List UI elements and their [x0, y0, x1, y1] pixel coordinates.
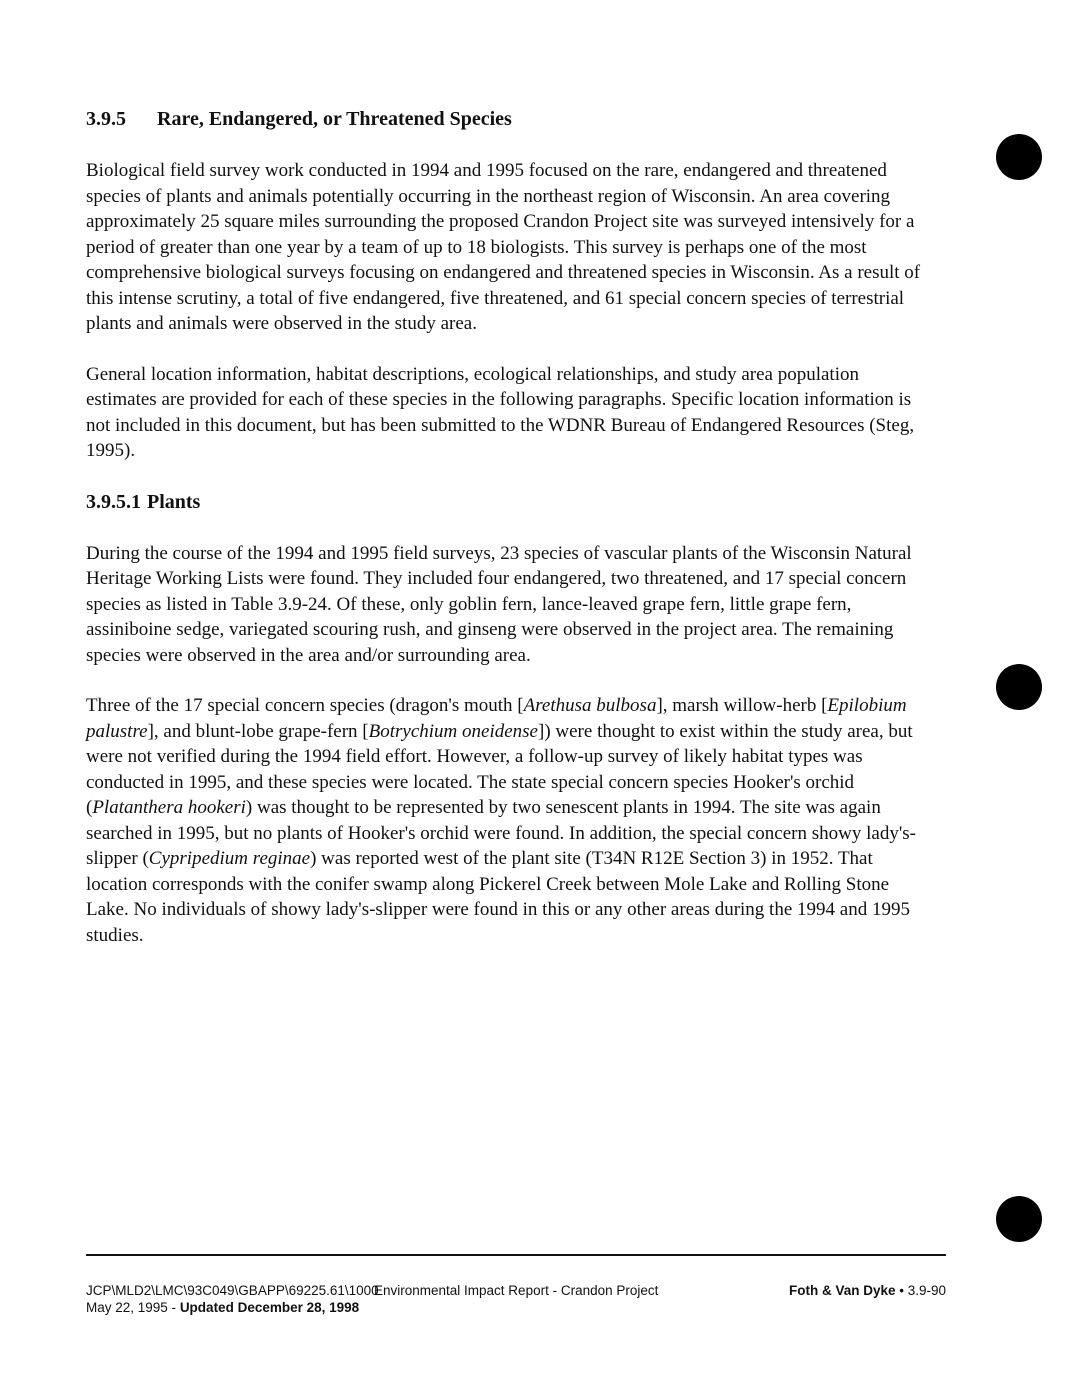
text-run: ) was thought to be represented by two senescent plants in 1994. The site was again searched in 1995, but no plants of Hooker's orchid were found. In addition, the special concern showy lady's-slipper ( — [86, 797, 916, 869]
footer-separator: • — [895, 1283, 908, 1298]
punch-hole-middle — [996, 664, 1042, 710]
document-body — [86, 106, 926, 973]
plants-paragraph-2 — [86, 693, 926, 948]
species-name: Cypripedium reginae — [148, 848, 311, 869]
punch-hole-top — [996, 134, 1042, 180]
section-number: 3.9.5 — [86, 108, 126, 130]
species-name: Platanthera hookeri — [92, 797, 246, 818]
species-name: Epilobium palustre — [86, 695, 907, 742]
footer-date-updated: Updated December 28, 1998 — [179, 1300, 360, 1315]
footer-left — [86, 1282, 379, 1316]
footer-page-number: 3.9-90 — [907, 1283, 946, 1298]
subsection-title: Plants — [147, 490, 201, 513]
text-run: ], marsh willow-herb [ — [656, 695, 828, 716]
subsection-heading — [86, 489, 926, 515]
text-run: ], and blunt-lobe grape-fern [ — [147, 720, 369, 742]
subsection-number: 3.9.5.1 — [86, 490, 141, 513]
footer-report-title: Environmental Impact Report - Crandon Project — [374, 1283, 659, 1298]
section-paragraph-1: Biological field survey work conducted in 1994 and 1995 focused on the rare, endangered and threatened species of plants and animals potentially occurring in the northeast region of Wisconsin. An area covering approximately 25 square miles surrounding the proposed Crandon Project site was surveyed intensively for a period of greater than one year by a team of up to 18 biologists. This survey is perhaps one of the most comprehensive biological surveys focusing on endangered and threatened species in Wisconsin. As a result of this intense scrutiny, a total of five endangered, five threatened, and 61 special concern species of terrestrial plants and animals were observed in the study area. — [86, 160, 921, 334]
footer-file-path: JCP\MLD2\LMC\93C049\GBAPP\69225.61\1000 — [86, 1283, 379, 1298]
plants-paragraph-1: During the course of the 1994 and 1995 field surveys, 23 species of vascular plants of the Wisconsin Natural Heritage Working Lists were found. They included four endangered, two threatened, and 17 special concern species as listed in Table 3.9-24. Of these, only goblin fern, lance-leaved grape fern, little grape fern, assiniboine sedge, variegated scouring rush, and ginseng were observed in the project area. The remaining species were observed in the area and/or surrounding area. — [86, 542, 912, 666]
section-title: Rare, Endangered, or Threatened Species — [157, 108, 512, 130]
footer-date-original: May 22, 1995 - — [86, 1300, 180, 1315]
species-name: Arethusa bulbosa — [523, 695, 657, 716]
punch-hole-bottom — [996, 1196, 1042, 1242]
species-name: Botrychium oneidense — [368, 720, 538, 742]
text-run: ) was reported west of the plant site (T34N R12E Section 3) in 1952. That location corresponds with the conifer swamp along Pickerel Creek between Mole Lake and Rolling Stone Lake. No individuals of showy lady's-slipper were found in this or any other areas during the 1994 and 1995 studies. — [86, 848, 910, 946]
footer-firm: Foth & Van Dyke — [788, 1283, 896, 1298]
text-run: Three of the 17 special concern species (dragon's mouth [ — [86, 695, 524, 716]
footer-date — [86, 1299, 379, 1316]
section-heading — [86, 106, 926, 132]
section-paragraph-2: General location information, habitat descriptions, ecological relationships, and study area population estimates are provided for each of these species in the following paragraphs. Specific location information is not included in this document, but has been submitted to the WDNR Bureau of Endangered Resources (Steg, 1995). — [86, 363, 915, 461]
footer-right — [789, 1282, 946, 1299]
footer-divider — [86, 1254, 946, 1256]
text-run: ]) were thought to exist within the study area, but were not verified during the 1994 field effort. However, a follow-up survey of likely habitat types was conducted in 1995, and these species were located. The state special concern species Hooker's orchid ( — [86, 720, 913, 818]
